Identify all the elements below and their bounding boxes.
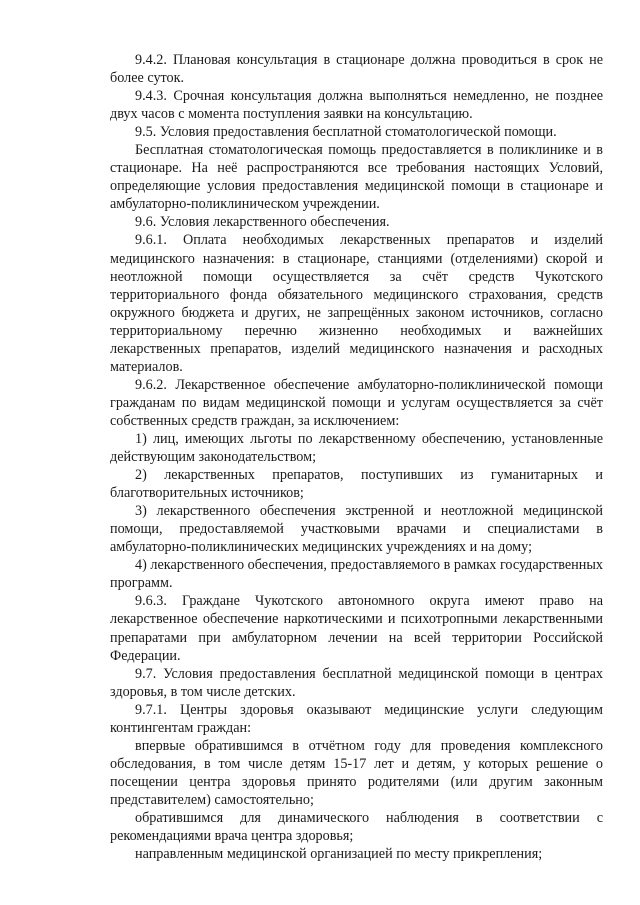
list-item-3: 3) лекарственного обеспечения экстренной и неотложной медицинской помощи, предоставляемой участковыми врачами и специалистами в амбулаторно-поликлинических медицинских учреждениях и на дому;	[110, 503, 603, 556]
list-item-2: 2) лекарственных препаратов, поступивших из гуманитарных и благотворительных источников;	[110, 467, 603, 502]
paragraph-9-4-3: 9.4.3. Срочная консультация должна выполняться немедленно, не позднее двух часов с момента поступления заявки на консультацию.	[110, 88, 603, 123]
paragraph-9-6-2: 9.6.2. Лекарственное обеспечение амбулаторно-поликлинической помощи гражданам по видам медицинской помощи и услугам осуществляется за счёт собственных средств граждан, за исключением:	[110, 376, 603, 429]
contingent-referred: направленным медицинской организацией по месту прикрепления;	[135, 846, 543, 863]
list-item-4: 4) лекарственного обеспечения, предоставляемого в рамках государственных программ.	[110, 557, 603, 592]
list-item-1: 1) лиц, имеющих льготы по лекарственному обеспечению, установленные действующим законодательством;	[110, 430, 603, 466]
paragraph-9-6-1: 9.6.1. Оплата необходимых лекарственных препаратов и изделий медицинского назначения: в стационаре, станциями (отделениями) скорой и неотложной помощи осуществляется за счёт средств Чукотского территориального фонда обязательного медицинского страхования, средств окружного бюджета и других, не запрещённых законом источников, согласно территориальному перечню жизненно необходимых и важнейших лекарственных препаратов, изделий медицинского назначения и расходных материалов.	[110, 232, 603, 375]
paragraph-dental-care: Бесплатная стоматологическая помощь предоставляется в поликлинике и в стационаре. На неё распространяются все требования настоящих Условий, определяющие условия предоставления медицинской помощи в стационаре и амбулаторно-поликлиническом учреждении.	[110, 142, 603, 213]
document-body	[110, 51, 603, 863]
contingent-first-visit: впервые обратившимся в отчётном году для проведения комплексного обследования, в том числе детям 15-17 лет и детям, у которых решение о посещении центра здоровья принято родителями (или другим законным представителем) самостоятельно;	[110, 737, 603, 808]
paragraph-9-7-1: 9.7.1. Центры здоровья оказывают медицинские услуги следующим контингентам граждан:	[110, 701, 603, 736]
paragraph-9-7-heading: 9.7. Условия предоставления бесплатной медицинской помощи в центрах здоровья, в том числе детских.	[110, 665, 603, 700]
paragraph-9-6-heading: 9.6. Условия лекарственного обеспечения.	[135, 214, 390, 231]
paragraph-9-4-2: 9.4.2. Плановая консультация в стационаре должна проводиться в срок не более суток.	[110, 52, 603, 87]
paragraph-9-5-heading: 9.5. Условия предоставления бесплатной стоматологической помощи.	[135, 124, 557, 141]
paragraph-9-6-3: 9.6.3. Граждане Чукотского автономного округа имеют право на лекарственное обеспечение наркотическими и психотропными лекарственными препаратами при амбулаторном лечении на всей территории Российской Федерации.	[110, 593, 603, 664]
contingent-dynamic-observation: обратившимся для динамического наблюдения в соответствии с рекомендациями врача центра здоровья;	[110, 809, 603, 845]
